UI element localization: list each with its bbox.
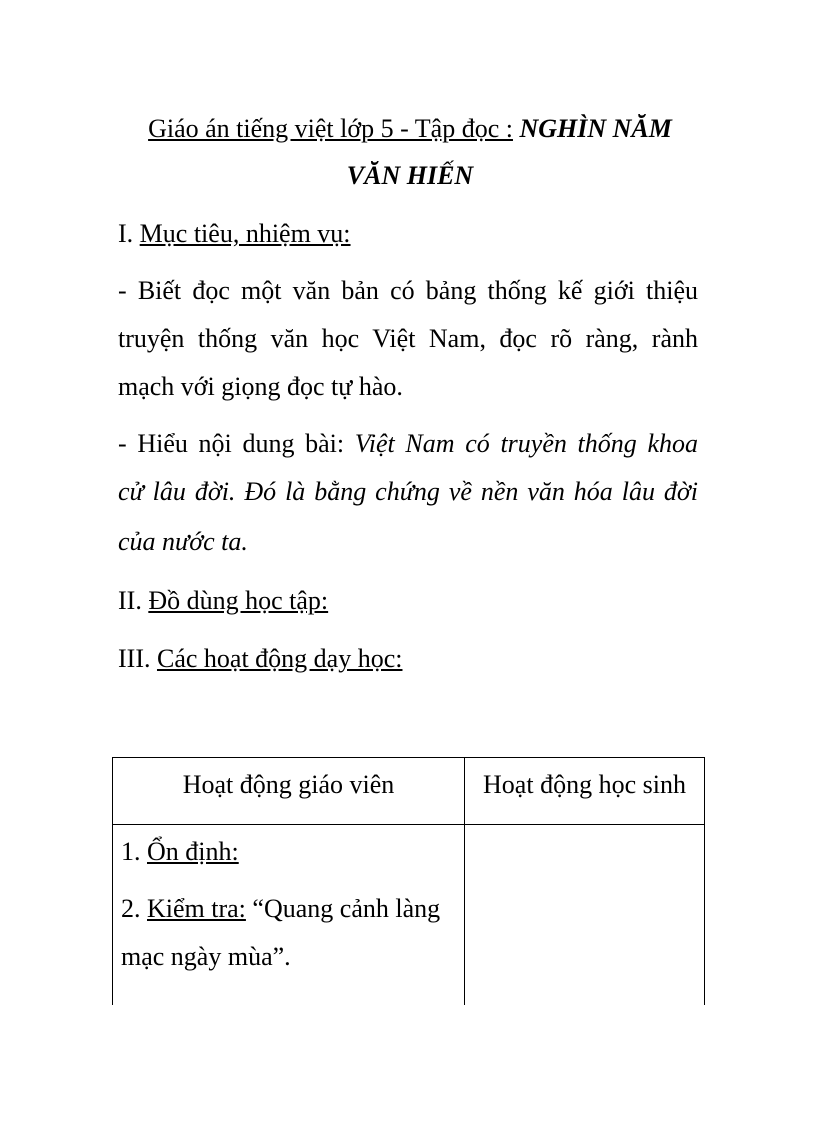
title-prefix: Giáo án tiếng việt lớp 5 - Tập đọc : <box>148 114 513 143</box>
section2-number: II. <box>118 586 142 615</box>
item2-text-line2: mạc ngày mùa”. <box>121 942 291 971</box>
bullet1-line2: truyện thống văn học Việt Nam, đọc rõ ràng, rành <box>118 324 698 353</box>
teacher-activity-cell <box>113 825 465 1006</box>
activities-table <box>112 757 705 1005</box>
bullet1-line3: mạch với giọng đọc tự hào. <box>118 372 403 401</box>
item1-heading: Ổn định: <box>147 837 239 866</box>
section2-heading <box>118 586 698 616</box>
title-bold-part1: NGHÌN NĂM <box>519 114 672 143</box>
item2-number: 2. <box>121 894 141 923</box>
header-teacher: Hoạt động giáo viên <box>182 770 395 799</box>
section2-title: Đồ dùng học tập: <box>148 586 329 615</box>
item2-text-line1: “Quang cảnh làng <box>252 894 441 923</box>
header-student: Hoạt động học sinh <box>483 770 686 799</box>
section1-number: I. <box>118 219 134 248</box>
table-header-row <box>113 758 705 825</box>
bullet2-line1 <box>118 429 698 459</box>
header-teacher-cell <box>113 758 465 825</box>
section1-heading <box>118 219 698 249</box>
item2-line1 <box>113 867 464 924</box>
item1-number: 1. <box>121 837 141 866</box>
section3-number: III. <box>118 644 151 673</box>
bullet2-italic-line1: Việt Nam có truyền thống khoa <box>354 429 698 458</box>
bullet2-prefix: - Hiểu nội dung bài: <box>118 429 345 458</box>
student-activity-cell <box>465 825 705 1006</box>
document-title-line1 <box>118 114 702 144</box>
header-student-cell <box>465 758 705 825</box>
section3-heading <box>118 644 698 674</box>
table-row <box>113 825 705 1006</box>
item2-heading: Kiểm tra: <box>147 894 246 923</box>
section3-title: Các hoạt động dạy học: <box>156 644 403 673</box>
bullet1-line1: - Biết đọc một văn bản có bảng thống kế giới thiệu <box>118 276 698 305</box>
title-bold-part2: VĂN HIẾN <box>346 161 474 190</box>
bullet2-line2: cử lâu đời. Đó là bằng chứng về nền văn hóa lâu đời <box>118 477 698 506</box>
section1-title: Mục tiêu, nhiệm vụ: <box>139 219 351 248</box>
bullet2-line3: của nước ta. <box>118 527 248 556</box>
item1-line <box>113 825 464 867</box>
document-title-line2 <box>118 161 702 191</box>
